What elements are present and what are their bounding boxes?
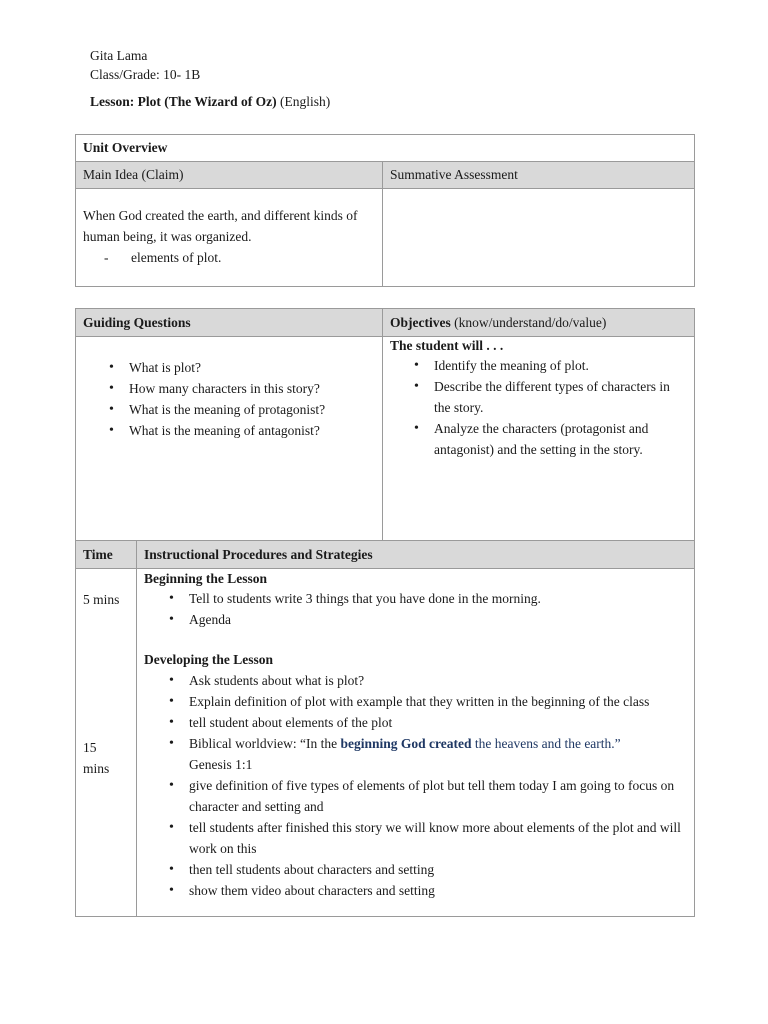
beginning-title: Beginning the Lesson	[144, 571, 268, 586]
procedure-item: • give definition of five types of elements of plot but tell them today I am going to focus on character and setting and	[189, 775, 687, 817]
time-header: Time	[76, 541, 137, 569]
objective-item: • Analyze the characters (protagonist and antagonist) and the setting in the story.	[434, 418, 687, 460]
guiding-questions-list	[83, 357, 375, 441]
lesson-plan-table	[75, 308, 695, 917]
teacher-name: Gita Lama	[90, 48, 148, 63]
objectives-header	[383, 309, 695, 337]
procedure-item: • Explain definition of plot with example that they written in the beginning of the class	[189, 691, 687, 712]
procedure-item: • Ask students about what is plot?	[189, 670, 687, 691]
main-idea-header: Main Idea (Claim)	[76, 162, 383, 189]
document-header	[90, 46, 330, 111]
objectives-header-rest: (know/understand/do/value)	[450, 314, 607, 330]
main-idea-cell	[76, 189, 383, 287]
summative-assessment-header: Summative Assessment	[383, 162, 695, 189]
procedures-header: Instructional Procedures and Strategies	[137, 541, 695, 569]
summative-assessment-cell	[383, 189, 695, 287]
procedure-item: • tell student about elements of the plot	[189, 712, 687, 733]
objectives-list	[390, 355, 687, 460]
biblical-bold: beginning God created	[340, 736, 472, 751]
procedure-item: • Agenda	[189, 609, 687, 630]
objectives-header-bold: Objectives	[390, 314, 451, 330]
time-cell	[76, 569, 137, 917]
dash-marker: -	[104, 250, 109, 265]
biblical-suffix: the heavens and the earth.”	[471, 736, 621, 751]
guiding-question: • What is plot?	[129, 357, 375, 378]
objectives-cell	[383, 337, 695, 541]
objectives-lead: The student will . . .	[390, 338, 504, 353]
main-idea-text: When God created the earth, and different kinds of human being, it was organized.	[83, 208, 358, 244]
unit-overview-table	[75, 134, 695, 287]
sub-item-text: elements of plot.	[131, 250, 222, 265]
biblical-worldview-item	[189, 733, 687, 775]
developing-title: Developing the Lesson	[144, 652, 274, 667]
procedure-item: • Tell to students write 3 things that you have done in the morning.	[189, 588, 687, 609]
lesson-label: Lesson: Plot (The Wizard of Oz)	[90, 94, 277, 109]
biblical-reference: Genesis 1:1	[189, 757, 253, 772]
objective-item: • Identify the meaning of plot.	[434, 355, 687, 376]
guiding-question: • What is the meaning of antagonist?	[129, 420, 375, 441]
guiding-question: • What is the meaning of protagonist?	[129, 399, 375, 420]
procedure-item: • tell students after finished this story we will know more about elements of the plot and will work on this	[189, 817, 687, 859]
class-grade: Class/Grade: 10- 1B	[90, 67, 201, 82]
lesson-title	[90, 92, 330, 111]
guiding-questions-header: Guiding Questions	[76, 309, 383, 337]
unit-overview-title: Unit Overview	[76, 135, 695, 162]
beginning-time: 5 mins	[83, 592, 120, 607]
procedure-item: • show them video about characters and setting	[189, 880, 687, 901]
procedures-cell	[137, 569, 695, 917]
objective-item: • Describe the different types of characters in the story.	[434, 376, 687, 418]
developing-list	[144, 670, 687, 901]
procedure-item: • then tell students about characters and setting	[189, 859, 687, 880]
guiding-question: • How many characters in this story?	[129, 378, 375, 399]
lesson-subject: (English)	[280, 94, 331, 109]
main-idea-sub-item	[83, 247, 375, 268]
biblical-prefix: Biblical worldview: “In the	[189, 736, 341, 751]
guiding-questions-cell	[76, 337, 383, 541]
beginning-list	[144, 588, 687, 630]
developing-time: 15 mins	[83, 740, 110, 776]
